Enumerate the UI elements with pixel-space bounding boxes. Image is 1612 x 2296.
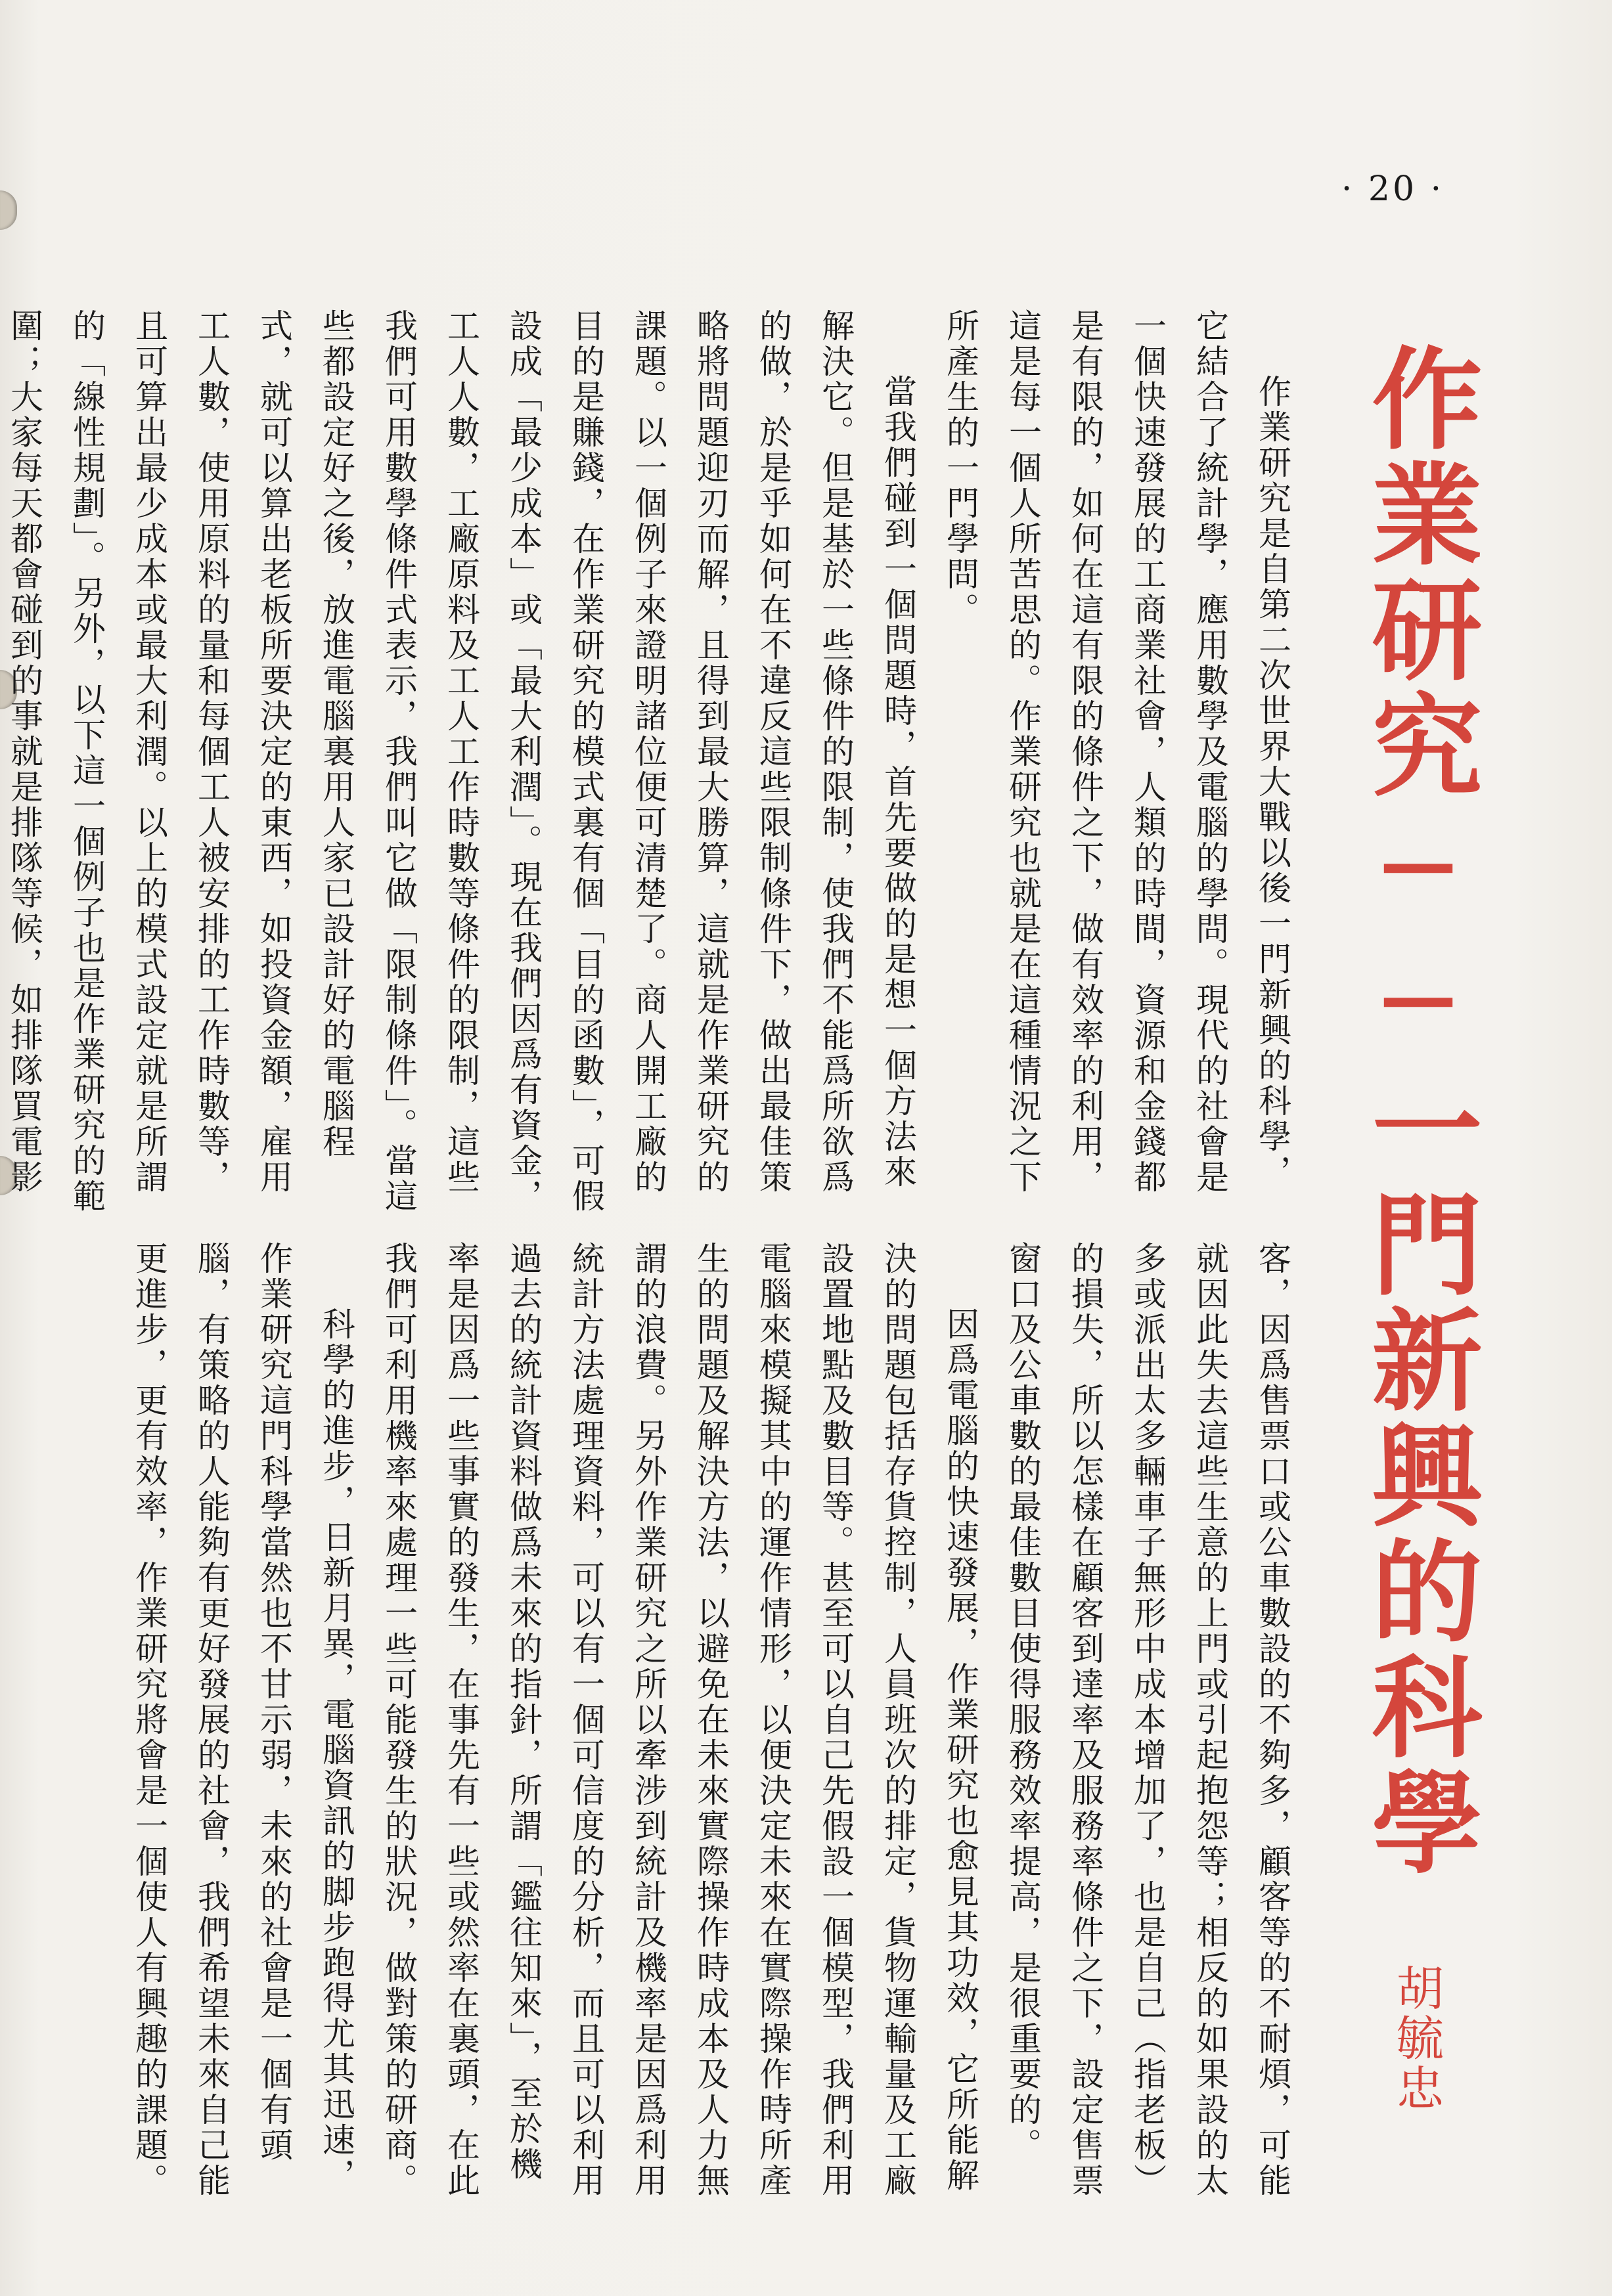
paragraph: 客，因爲售票口或公車數設的不夠多，顧客等的不耐煩，可能就因此失去這些生意的上門或引起抱怨等；相反的如果設的太多或派出太多輛車子無形中成本增加了，也是自己（指老板）的損失，所以怎樣在顧客到達率及服務率條件之下，設定售票窗口及公車數的最佳數目使得服務效率提高，是很重要的。 <box>1004 1241 1291 2199</box>
article-author: 胡毓忠 <box>1389 1964 1444 2113</box>
article-title: 作業研究──一門新興的科學 <box>1354 342 1483 1881</box>
article-body-bottom <box>108 1241 1303 2200</box>
paragraph: 科學的進步，日新月異，電腦資訊的脚步跑得尤其迅速，作業研究這門科學當然也不甘示弱，未來的社會是一個有頭腦，有策略的人能夠有更好發展的社會，我們希望未來自己能更進步，更有效率，作業研究將會是一個使人有興趣的課題。 <box>130 1241 355 2199</box>
binding-hole <box>0 190 17 230</box>
paragraph: 因爲電腦的快速發展，作業研究也愈見其功效，它所能解決的問題包括存貨控制，人員班次的排定，貨物運輸量及工廠設置地點及數目等。甚至可以自己先假設一個模型，我們利用電腦來模擬其中的運作情形，以便決定未來在實際操作時所產生的問題及解決方法，以避免在未來實際操作時成本及人力無謂的浪費。另外作業研究之所以牽涉到統計及機率是因爲利用統計方法處理資料，可以有一個可信度的分析，而且可以利用過去的統計資料做爲未來的指針，所謂「鑑往知來」，至於機率是因爲一些事實的發生，在事先有一些或然率在裏頭，在此我們可利用機率來處理一些可能發生的狀況，做對策的研商。 <box>380 1241 979 2199</box>
page-number: · 20 · <box>1341 169 1444 209</box>
paragraph: 作業研究是自第二次世界大戰以後一門新興的科學，它結合了統計學，應用數學及電腦的學問。現代的社會是一個快速發展的工商業社會，人類的時間，資源和金錢都是有限的，如何在這有限的條件之下，做有效率的利用，這是每一個人所苦思的。作業研究也就是在這種情況之下所產生的一門學問。 <box>941 309 1291 1195</box>
paragraph: 當我們碰到一個問題時，首先要做的是想一個方法來解決它。但是基於一些條件的限制，使我們不能爲所欲爲的做，於是乎如何在不違反這些限制條件下，做出最佳策略將問題迎刃而解，且得到最大勝算，這就是作業研究的課題。以一個例子來證明諸位便可清楚了。商人開工廠的目的是賺錢，在作業研究的模式裏有個「目的函數」，可假設成「最少成本」或「最大利潤」。現在我們因爲有資金，工人人數，工廠原料及工人工作時數等條件的限制，這些我們可用數學條件式表示，我們叫它做「限制條件」。當這些都設定好之後，放進電腦裏用人家已設計好的電腦程式，就可以算出老板所要決定的東西，如投資金額，雇用工人數，使用原料的量和每個工人被安排的工作時數等，且可算出最少成本或最大利潤。以上的模式設定就是所謂的「線性規劃」。另外，以下這一個例子也是作業研究的範圍；大家每天都會碰到的事就是排隊等候，如排隊買電影 <box>5 309 917 1214</box>
article-body-top <box>5 309 1303 1215</box>
